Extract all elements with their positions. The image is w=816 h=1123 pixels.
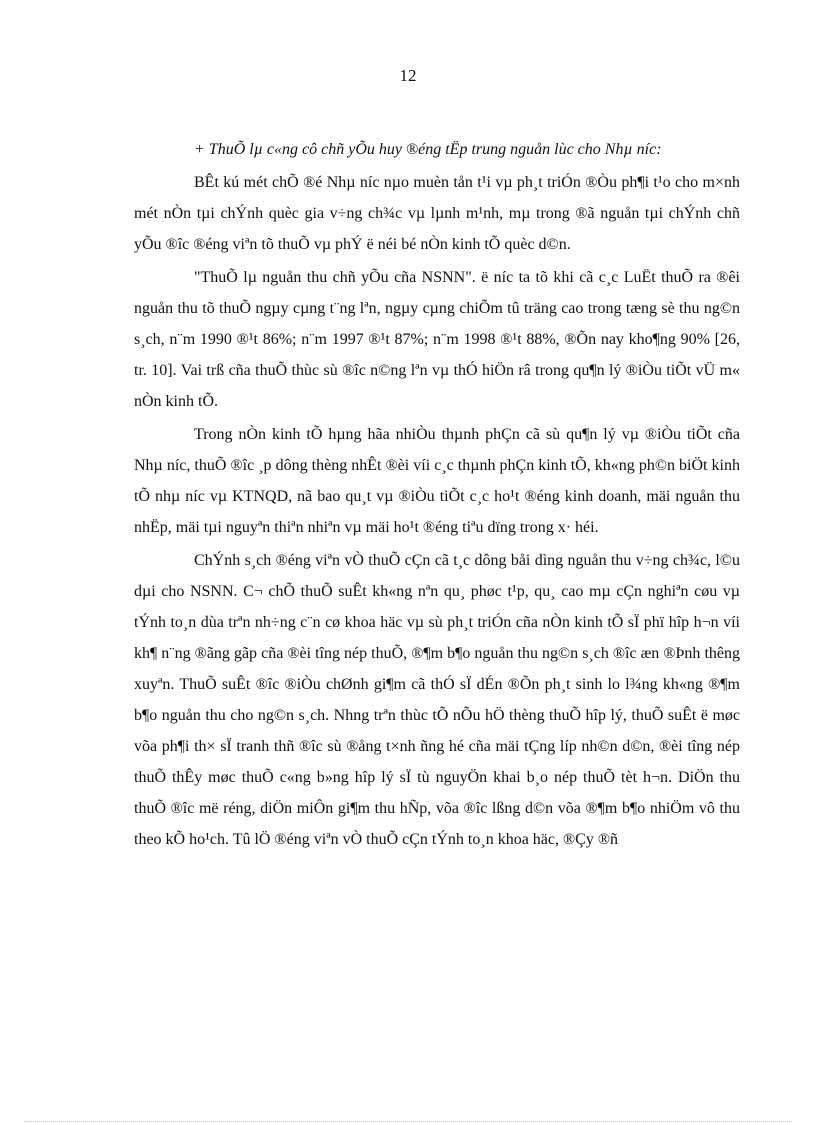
page-number: 12 xyxy=(399,66,417,85)
page-bottom-divider xyxy=(24,1121,792,1122)
paragraph: BÊt kú mét chÕ ®é Nhµ níc nµo muèn tån t¹i vµ ph¸t triÓn ®Òu ph¶i t¹o cho m×nh mét nÒn tµi chÝnh quèc gia v÷ng ch¾c vµ lµnh m¹nh, mµ trong ®ã nguån tµi chÝnh chñ yÕu ®îc ®éng viªn tõ thuÕ vµ phÝ ë néi bé nÒn kinh tÕ quèc d©n. xyxy=(134,174,740,253)
paragraph: ChÝnh s¸ch ®éng viªn vÒ thuÕ cÇn cã t¸c dông båi dìng nguån thu v÷ng ch¾c, l©u dµi cho NSNN. C¬ chÕ thuÕ suÊt kh«ng nªn qu¸ phøc t¹p, qu¸ cao mµ cÇn nghiªn cøu vµ tÝnh to¸n dùa trªn nh÷ng c¨n cø khoa häc vµ sù ph¸t triÓn cña nÒn kinh tÕ sÏ phï hîp h¬n víi kh¶ n¨ng ®ãng gãp cña ®èi tîng nép thuÕ, ®¶m b¶o nguån thu ng©n s¸ch ®îc æn ®Þnh thêng xuyªn. ThuÕ suÊt ®îc ®iÒu chØnh gi¶m cã thÓ sÏ dÉn ®Õn ph¸t sinh lo l¾ng kh«ng ®¶m b¶o nguån thu cho ng©n s¸ch. Nhng trªn thùc tÕ nÕu hÖ thèng thuÕ hîp lý, thuÕ suÊt ë møc võa ph¶i th× sÏ tranh thñ ®îc sù ®ång t×nh ñng hé cña mäi tÇng líp nh©n d©n, ®èi tîng nép thuÕ thÊy møc thuÕ c«ng b»ng hîp lý sÏ tù nguyÖn khai b¸o nép thuÕ tèt h¬n. DiÖn thu thuÕ ®îc më réng, diÖn miÔn gi¶m thu hÑp, võa ®îc lßng d©n võa ®¶m b¶o nhiÖm vô thu theo kÕ ho¹ch. Tû lÖ ®éng viªn vÒ thuÕ cÇn tÝnh to¸n khoa häc, ®Çy ®ñ xyxy=(134,552,740,848)
paragraph: "ThuÕ lµ nguån thu chñ yÕu cña NSNN". ë níc ta tõ khi cã c¸c LuËt thuÕ ra ®êi nguån thu tõ thuÕ ngµy cµng t¨ng lªn, ngµy cµng chiÕm tû träng cao trong tæng sè thu ng©n s¸ch, n¨m 1990 ®¹t 86%; n¨m 1997 ®¹t 87%; n¨m 1998 ®¹t 88%, ®Õn nay kho¶ng 90% [26, tr. 10]. Vai trß cña thuÕ thùc sù ®îc n©ng lªn vµ thÓ hiÖn râ trong qu¶n lý ®iÒu tiÕt vÜ m« nÒn kinh tÕ. xyxy=(134,269,740,410)
paragraph-heading: + ThuÕ lµ c«ng cô chñ yÕu huy ®éng tËp trung nguån lùc cho Nhµ níc: xyxy=(194,141,662,158)
paragraph: Trong nÒn kinh tÕ hµng hãa nhiÒu thµnh phÇn cã sù qu¶n lý vµ ®iÒu tiÕt cña Nhµ níc, thuÕ ®îc ¸p dông thèng nhÊt ®èi víi c¸c thµnh phÇn kinh tÕ, kh«ng ph©n biÖt kinh tÕ nhµ níc vµ KTNQD, nã bao qu¸t vµ ®iÒu tiÕt c¸c ho¹t ®éng kinh doanh, mäi nguån thu nhËp, mäi tµi nguyªn thiªn nhiªn vµ mäi ho¹t ®éng tiªu dïng trong x· héi. xyxy=(134,426,740,536)
body-text xyxy=(134,134,740,857)
